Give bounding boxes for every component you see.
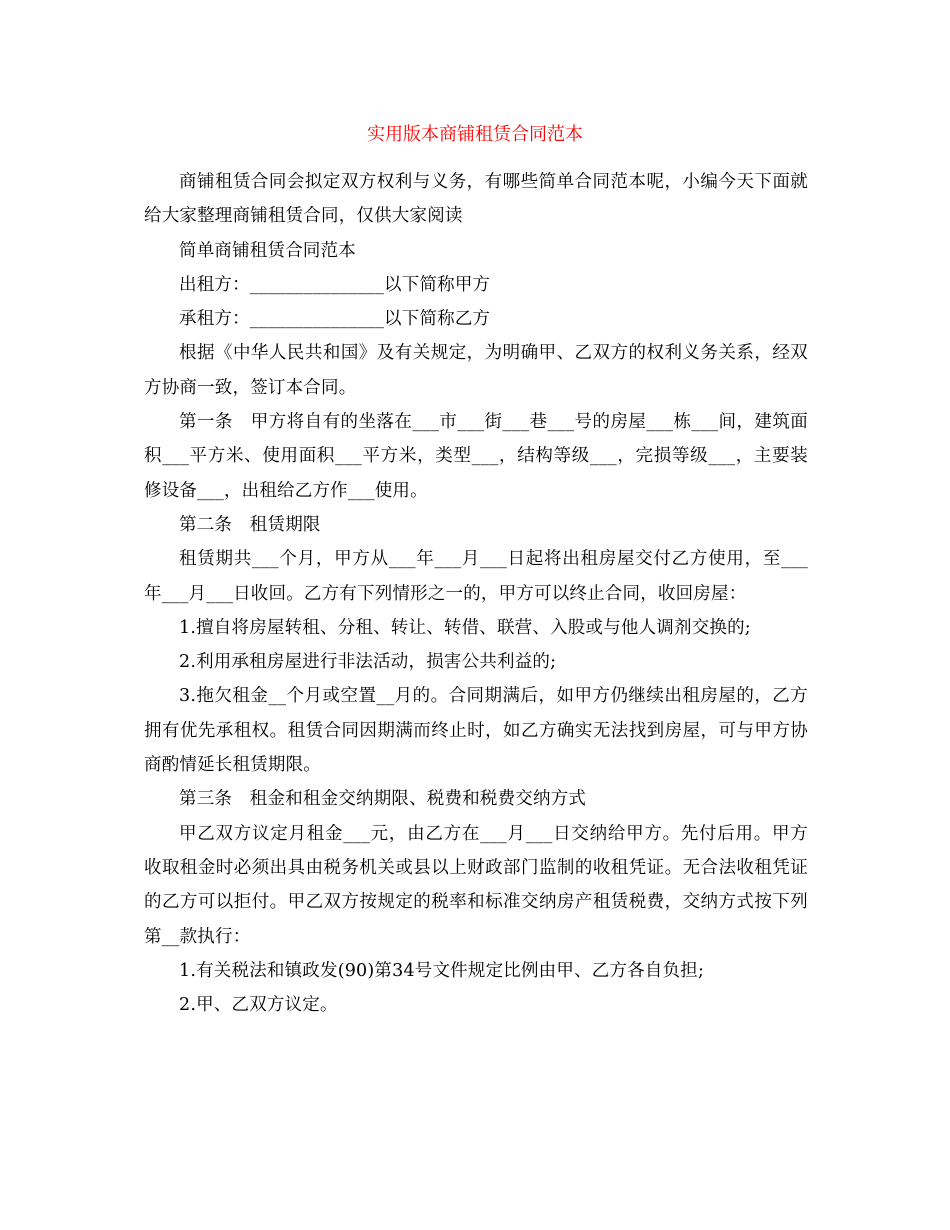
lessor-line: 出租方：_______________以下简称甲方 [179,274,491,295]
preamble-paragraph: 根据《中华人民共和国》及有关规定，为明确甲、乙双方的权利义务关系，经双方协商一致，签订本合同。 [144,343,808,398]
article-2-heading: 第二条 租赁期限 [179,514,321,535]
article-2-item-1: 1.擅自将房屋转租、分租、转让、转借、联营、入股或与他人调剂交换的; [179,617,751,638]
article-3-item-2: 2.甲、乙双方议定。 [179,995,338,1016]
section-heading: 简单商铺租赁合同范本 [179,240,356,261]
document-title: 实用版本商铺租赁合同范本 [367,124,583,145]
document-body [144,165,808,1022]
article-2-item-3: 3.拖欠租金__个月或空置__月的。合同期满后，如甲方仍继续出租房屋的，乙方拥有优先承租权。租赁合同因期满而终止时，如乙方确实无法找到房屋，可与甲方协商酌情延长租赁期限。 [144,686,808,776]
intro-paragraph: 商铺租赁合同会拟定双方权利与义务，有哪些简单合同范本呢，小编今天下面就给大家整理商铺租赁合同，仅供大家阅读 [144,172,808,227]
article-1-paragraph: 第一条 甲方将自有的坐落在___市___街___巷___号的房屋___栋___间，建筑面积___平方米、使用面积___平方米，类型___，结构等级___，完损等级___，主要装修设备___，出租给乙方作___使用。 [144,412,808,501]
article-3-heading: 第三条 租金和租金交纳期限、税费和税费交纳方式 [179,789,587,810]
article-3-paragraph: 甲乙双方议定月租金___元，由乙方在___月___日交纳给甲方。先付后用。甲方收取租金时必须出具由税务机关或县以上财政部门监制的收租凭证。无合法收租凭证的乙方可以拒付。甲乙双方按规定的税率和标准交纳房产租赁税费，交纳方式按下列第__款执行： [144,823,808,947]
lessee-line: 承租方：_______________以下简称乙方 [179,309,491,330]
article-3-item-1: 1.有关税法和镇政发(90)第34号文件规定比例由甲、乙方各自负担; [179,960,705,981]
article-2-item-2: 2.利用承租房屋进行非法活动，损害公共利益的; [179,652,557,673]
article-2-paragraph: 租赁期共___个月，甲方从___年___月___日起将出租房屋交付乙方使用，至___年___月___日收回。乙方有下列情形之一的，甲方可以终止合同，收回房屋： [144,549,808,604]
